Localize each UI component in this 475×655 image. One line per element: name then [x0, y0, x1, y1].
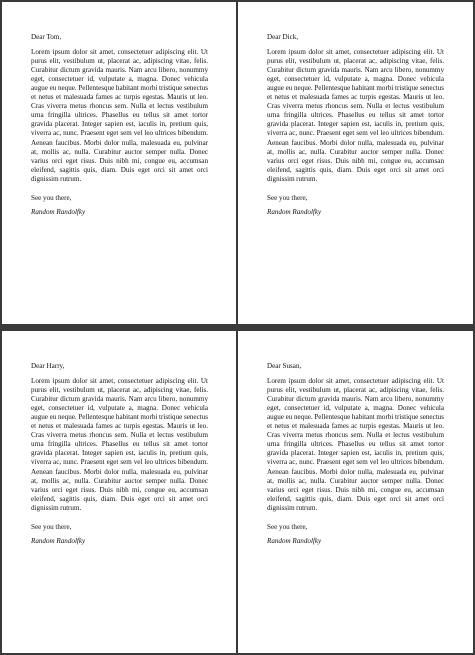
letter-body: Lorem ipsum dolor sit amet, consectetuer adipiscing elit. Ut purus elit, vestibulum ut, placerat ac, adipiscing vitae, felis. Curabitur dictum gravida mauris. Nam arcu libero, nonummy eget, consectetuer id, vulputate a, magna. Donec vehicula augue eu neque. Pellentesque habitant morbi tristique senectus et netus et malesuada fames ac turpis egestas. Mauris ut leo. Cras viverra metus rhoncus sem. Nulla et lectus vestibulum urna fringilla ultrices. Phasellus eu tellus sit amet tortor gravida placerat. Integer sapien est, iaculis in, pretium quis, viverra ac, nunc. Praesent eget sem vel leo ultrices bibendum. Aenean faucibus. Morbi dolor nulla, malesuada eu, pulvinar at, mollis ac, nulla. Curabitur auctor semper nulla. Donec varius orci eget risus. Duis nibh mi, congue eu, accumsan eleifend, sagittis quis, diam. Duis eget orci sit amet orci dignissim rutrum.	[267, 48, 444, 183]
letter-page	[2, 331, 236, 653]
letter-page	[238, 331, 473, 653]
signature: Random Randolfky	[31, 536, 86, 545]
closing: See you there,	[31, 193, 72, 202]
letter-content	[267, 33, 444, 217]
closing: See you there,	[31, 522, 72, 531]
salutation: Dear Susan,	[267, 362, 302, 370]
letter-page	[238, 2, 473, 324]
signature: Random Randolfky	[267, 207, 322, 216]
letter-content	[31, 33, 208, 217]
letter-content	[267, 362, 444, 546]
letter-content	[31, 362, 208, 546]
salutation: Dear Harry,	[31, 362, 65, 370]
salutation: Dear Dick,	[267, 33, 299, 41]
closing: See you there,	[267, 193, 308, 202]
letter-body: Lorem ipsum dolor sit amet, consectetuer adipiscing elit. Ut purus elit, vestibulum ut, placerat ac, adipiscing vitae, felis. Curabitur dictum gravida mauris. Nam arcu libero, nonummy eget, consectetuer id, vulputate a, magna. Donec vehicula augue eu neque. Pellentesque habitant morbi tristique senectus et netus et malesuada fames ac turpis egestas. Mauris ut leo. Cras viverra metus rhoncus sem. Nulla et lectus vestibulum urna fringilla ultrices. Phasellus eu tellus sit amet tortor gravida placerat. Integer sapien est, iaculis in, pretium quis, viverra ac, nunc. Praesent eget sem vel leo ultrices bibendum. Aenean faucibus. Morbi dolor nulla, malesuada eu, pulvinar at, mollis ac, nulla. Curabitur auctor semper nulla. Donec varius orci eget risus. Duis nibh mi, congue eu, accumsan eleifend, sagittis quis, diam. Duis eget orci sit amet orci dignissim rutrum.	[267, 377, 444, 512]
letter-body: Lorem ipsum dolor sit amet, consectetuer adipiscing elit. Ut purus elit, vestibulum ut, placerat ac, adipiscing vitae, felis. Curabitur dictum gravida mauris. Nam arcu libero, nonummy eget, consectetuer id, vulputate a, magna. Donec vehicula augue eu neque. Pellentesque habitant morbi tristique senectus et netus et malesuada fames ac turpis egestas. Mauris ut leo. Cras viverra metus rhoncus sem. Nulla et lectus vestibulum urna fringilla ultrices. Phasellus eu tellus sit amet tortor gravida placerat. Integer sapien est, iaculis in, pretium quis, viverra ac, nunc. Praesent eget sem vel leo ultrices bibendum. Aenean faucibus. Morbi dolor nulla, malesuada eu, pulvinar at, mollis ac, nulla. Curabitur auctor semper nulla. Donec varius orci eget risus. Duis nibh mi, congue eu, accumsan eleifend, sagittis quis, diam. Duis eget orci sit amet orci dignissim rutrum.	[31, 377, 208, 512]
salutation: Dear Tom,	[31, 33, 62, 41]
letter-body: Lorem ipsum dolor sit amet, consectetuer adipiscing elit. Ut purus elit, vestibulum ut, placerat ac, adipiscing vitae, felis. Curabitur dictum gravida mauris. Nam arcu libero, nonummy eget, consectetuer id, vulputate a, magna. Donec vehicula augue eu neque. Pellentesque habitant morbi tristique senectus et netus et malesuada fames ac turpis egestas. Mauris ut leo. Cras viverra metus rhoncus sem. Nulla et lectus vestibulum urna fringilla ultrices. Phasellus eu tellus sit amet tortor gravida placerat. Integer sapien est, iaculis in, pretium quis, viverra ac, nunc. Praesent eget sem vel leo ultrices bibendum. Aenean faucibus. Morbi dolor nulla, malesuada eu, pulvinar at, mollis ac, nulla. Curabitur auctor semper nulla. Donec varius orci eget risus. Duis nibh mi, congue eu, accumsan eleifend, sagittis quis, diam. Duis eget orci sit amet orci dignissim rutrum.	[31, 48, 208, 183]
closing: See you there,	[267, 522, 308, 531]
letter-page	[2, 2, 236, 324]
signature: Random Randolfky	[267, 536, 322, 545]
signature: Random Randolfky	[31, 207, 86, 216]
